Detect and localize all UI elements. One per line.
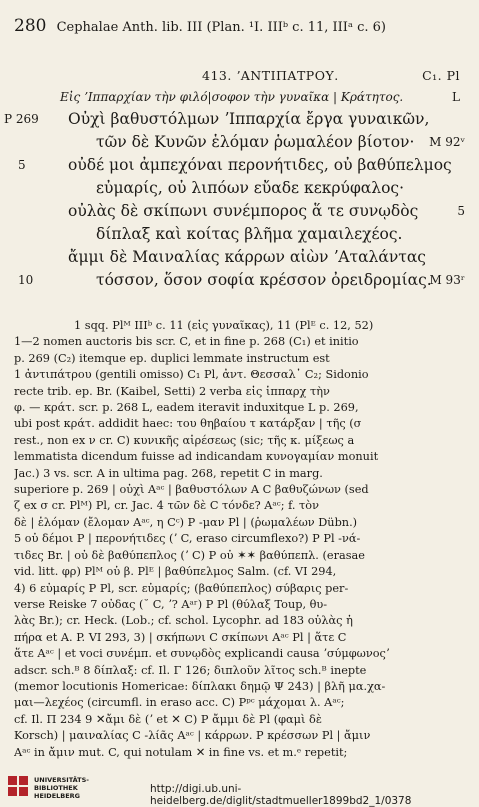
running-header <box>14 16 464 36</box>
apparatus-line: recte trib. ep. Br. (Kaibel, Setti) 2 verba εἰς ἱππαρχ τὴν <box>14 384 330 398</box>
apparatus-line: 1 ἀντιπάτρου (gentili omisso) C₁ Pl, ἀντ. Θεσσαλ᾽ C₂; Sidonio <box>14 368 369 382</box>
apparatus-line: lemmatista dicendum fuisse ad indicandam κυνογαμίαν monuit <box>14 450 379 464</box>
apparatus-line: cf. Il. Π 234 9 ✕ἄμι δὲ (ʼ et ✕ C) P ἄμμι δὲ Pl (φαμὶ δὲ <box>14 712 322 726</box>
apparatus-line: 1 sqq. Plᴹ IIIᵇ c. 11 (εἰς γυναῖκας), 11 (Plᴱ c. 12, 52) <box>74 319 374 332</box>
verse-text: εὐμαρίς, οὐ λιπόων εὔαδε κεκρύφαλος· <box>96 179 405 197</box>
poem-verses <box>0 110 479 294</box>
verse-line <box>0 110 479 133</box>
page-number: 280 <box>14 16 47 36</box>
apparatus-line: adscr. sch.ᴮ 8 δίπλαξ: cf. Il. Γ 126; διπλοῦν λῖτος sch.ᴮ inepte <box>14 663 367 677</box>
library-name-line: HEIDELBERG <box>34 792 81 800</box>
page-footer <box>0 768 479 805</box>
apparatus-line: τιδες Br. | οὐ δὲ βαθύπεπλος (ʼ C) P οὐ ✶✶ βαθύπεπλ. (erasae <box>14 548 365 562</box>
verse-line <box>0 179 479 202</box>
apparatus-line: verse Reiske 7 οὐδας (˘ C, ʼ? Aᵃʳ) P Pl (θύλαξ Toup, θυ- <box>14 597 328 611</box>
apparatus-line: πήρα et A. P. VI 293, 3) | σκήπωνι C σκίπωνι Aᵃᶜ Pl | ἅτε C <box>14 630 347 644</box>
library-name-line: BIBLIOTHEK <box>34 784 78 792</box>
verse-line <box>0 271 479 294</box>
apparatus-line: vid. litt. φρ) Plᴹ οὐ β. Plᴱ | βαθύπελμος Salm. (cf. VI 294, <box>14 565 337 579</box>
left-margin-ref: P 269 <box>4 112 39 126</box>
digital-library-link[interactable]: http://digi.ub.uni-heidelberg.de/diglit/stadtmueller1899bd2_1/0378 <box>150 783 412 807</box>
verse-line <box>0 248 479 271</box>
line-number: 10 <box>18 273 34 287</box>
library-logo-icon <box>6 774 30 798</box>
poem-number-title: 413. ʼΑΝΤΙΠΑΤΡΟΥ. <box>202 68 339 83</box>
line-number: 5 <box>18 158 26 172</box>
right-margin-ref: M 93ʳ <box>429 273 465 287</box>
verse-line <box>0 225 479 248</box>
verse-text: οὐλὰς δὲ σκίπωνι συνέμπορος ἅ τε συνῳδὸς <box>68 202 419 220</box>
verse-line <box>0 156 479 179</box>
verse-text: Οὐχὶ βαθυστόλμων ʼΙππαρχία ἔργα γυναικῶν, <box>68 110 430 128</box>
manuscript-siglum: C₁. Pl <box>422 68 460 83</box>
apparatus-line: ubi post κράτ. addidit haec: του θηβαίου τ κατάρξαν | τῆς (σ <box>14 417 362 431</box>
apparatus-line: superiore p. 269 | οὐχὶ Aᵃᶜ | βαθυστόλων A C βαθυζώνων (sed <box>14 483 369 497</box>
verse-text: δίπλαξ καὶ κοίτας βλῆμα χαμαιλεχέος. <box>96 225 403 243</box>
critical-apparatus <box>14 318 466 761</box>
verse-line <box>0 202 479 225</box>
lemma-text: Εἰς ʼΙππαρχίαν τὴν φιλό|σοφον τὴν γυναῖκα | Κράτητος. <box>60 90 404 104</box>
apparatus-line: (memor locutionis Homericae: δίπλακι δημῷ Ψ 243) | βλῆ μα.χα- <box>14 679 386 693</box>
apparatus-line: 1—2 nomen auctoris bis scr. C, et in fine p. 268 (C₁) et initio <box>14 335 359 349</box>
poem-lemma <box>60 90 460 104</box>
library-name <box>34 776 89 800</box>
verse-text: τῶν δὲ Κυνῶν ἑλόμαν ῥωμαλέον βίοτον· <box>96 133 415 151</box>
apparatus-line: μαι—λεχέος (circumfl. in eraso acc. C) Pᵖᶜ μάχομαι λ. Aᵃᶜ; <box>14 696 345 710</box>
right-margin-ref: M 92ᵛ <box>429 135 465 149</box>
apparatus-line: ἅτε Aᵃᶜ | et voci συνέμπ. et συνῳδὸς explicandi causa ʼσύμφωνοςʼ <box>14 647 390 661</box>
apparatus-line: Korsch) | μαιναλίας C -λίᾶς Aᵃᶜ | κάρρων. P κρέσσων Pl | ἄμιν <box>14 729 371 743</box>
verse-line <box>0 133 479 156</box>
verse-text: τόσσον, ὅσον σοφία κρέσσον ὀρειδρομίας. <box>96 271 432 289</box>
apparatus-line: Aᵃᶜ in ἄμιν mut. C, qui notulam ✕ in fine vs. et m.ᵉ repetit; <box>14 745 348 759</box>
apparatus-line: δὲ | ἑλόμαν (ἔλομαν Aᵃᶜ, η Cᶜ) P -μαν Pl | (ῥωμαλέων Dübn.) <box>14 515 358 529</box>
verse-text: ἄμμι δὲ Μαιναλίας κάρρων αἰὼν ʼΑταλάντας <box>68 248 426 266</box>
apparatus-line: rest., non ex ν cr. C) κυνικῆς αἱρέσεως (sic; τῆς κ. μίξεως a <box>14 433 355 447</box>
apparatus-line: 4) 6 εὐμαρίς P Pl, scr. εὐμαρίς; (βαθύπεπλος) σύβαρις per- <box>14 581 349 595</box>
apparatus-line: 5 οὐ δέμοι P | περονήτιδες (ʼ C, eraso circumflexo?) P Pl -νά- <box>14 532 361 546</box>
apparatus-line: Jac.) 3 vs. scr. A in ultima pag. 268, repetit C in marg. <box>14 466 323 480</box>
library-name-line: UNIVERSITÄTS- <box>34 776 89 784</box>
right-margin-ref: 5 <box>457 204 465 218</box>
apparatus-line: λὰς Br.); cr. Heck. (Lob.; cf. schol. Lycophr. ad 183 οὐλὰς ἡ <box>14 614 353 628</box>
apparatus-line: φ. — κράτ. scr. p. 268 L, eadem iteravit induxitque L p. 269, <box>14 401 359 415</box>
lemma-mark: L <box>452 90 460 104</box>
apparatus-line: p. 269 (C₂) itemque ep. duplici lemmate instructum est <box>14 351 330 365</box>
apparatus-line: ζ ex σ cr. Plᴹ) Pl, cr. Jac. 4 τῶν δὲ C τόνδε? Aᵃᶜ; f. τὸν <box>14 499 319 513</box>
running-title: Cephalae Anth. lib. III (Plan. ¹I. IIIᵇ c. 11, IIIᵃ c. 6) <box>56 20 386 35</box>
verse-text: οὐδέ μοι ἀμπεχόναι περονήτιδες, οὐ βαθύπελμος <box>68 156 452 174</box>
